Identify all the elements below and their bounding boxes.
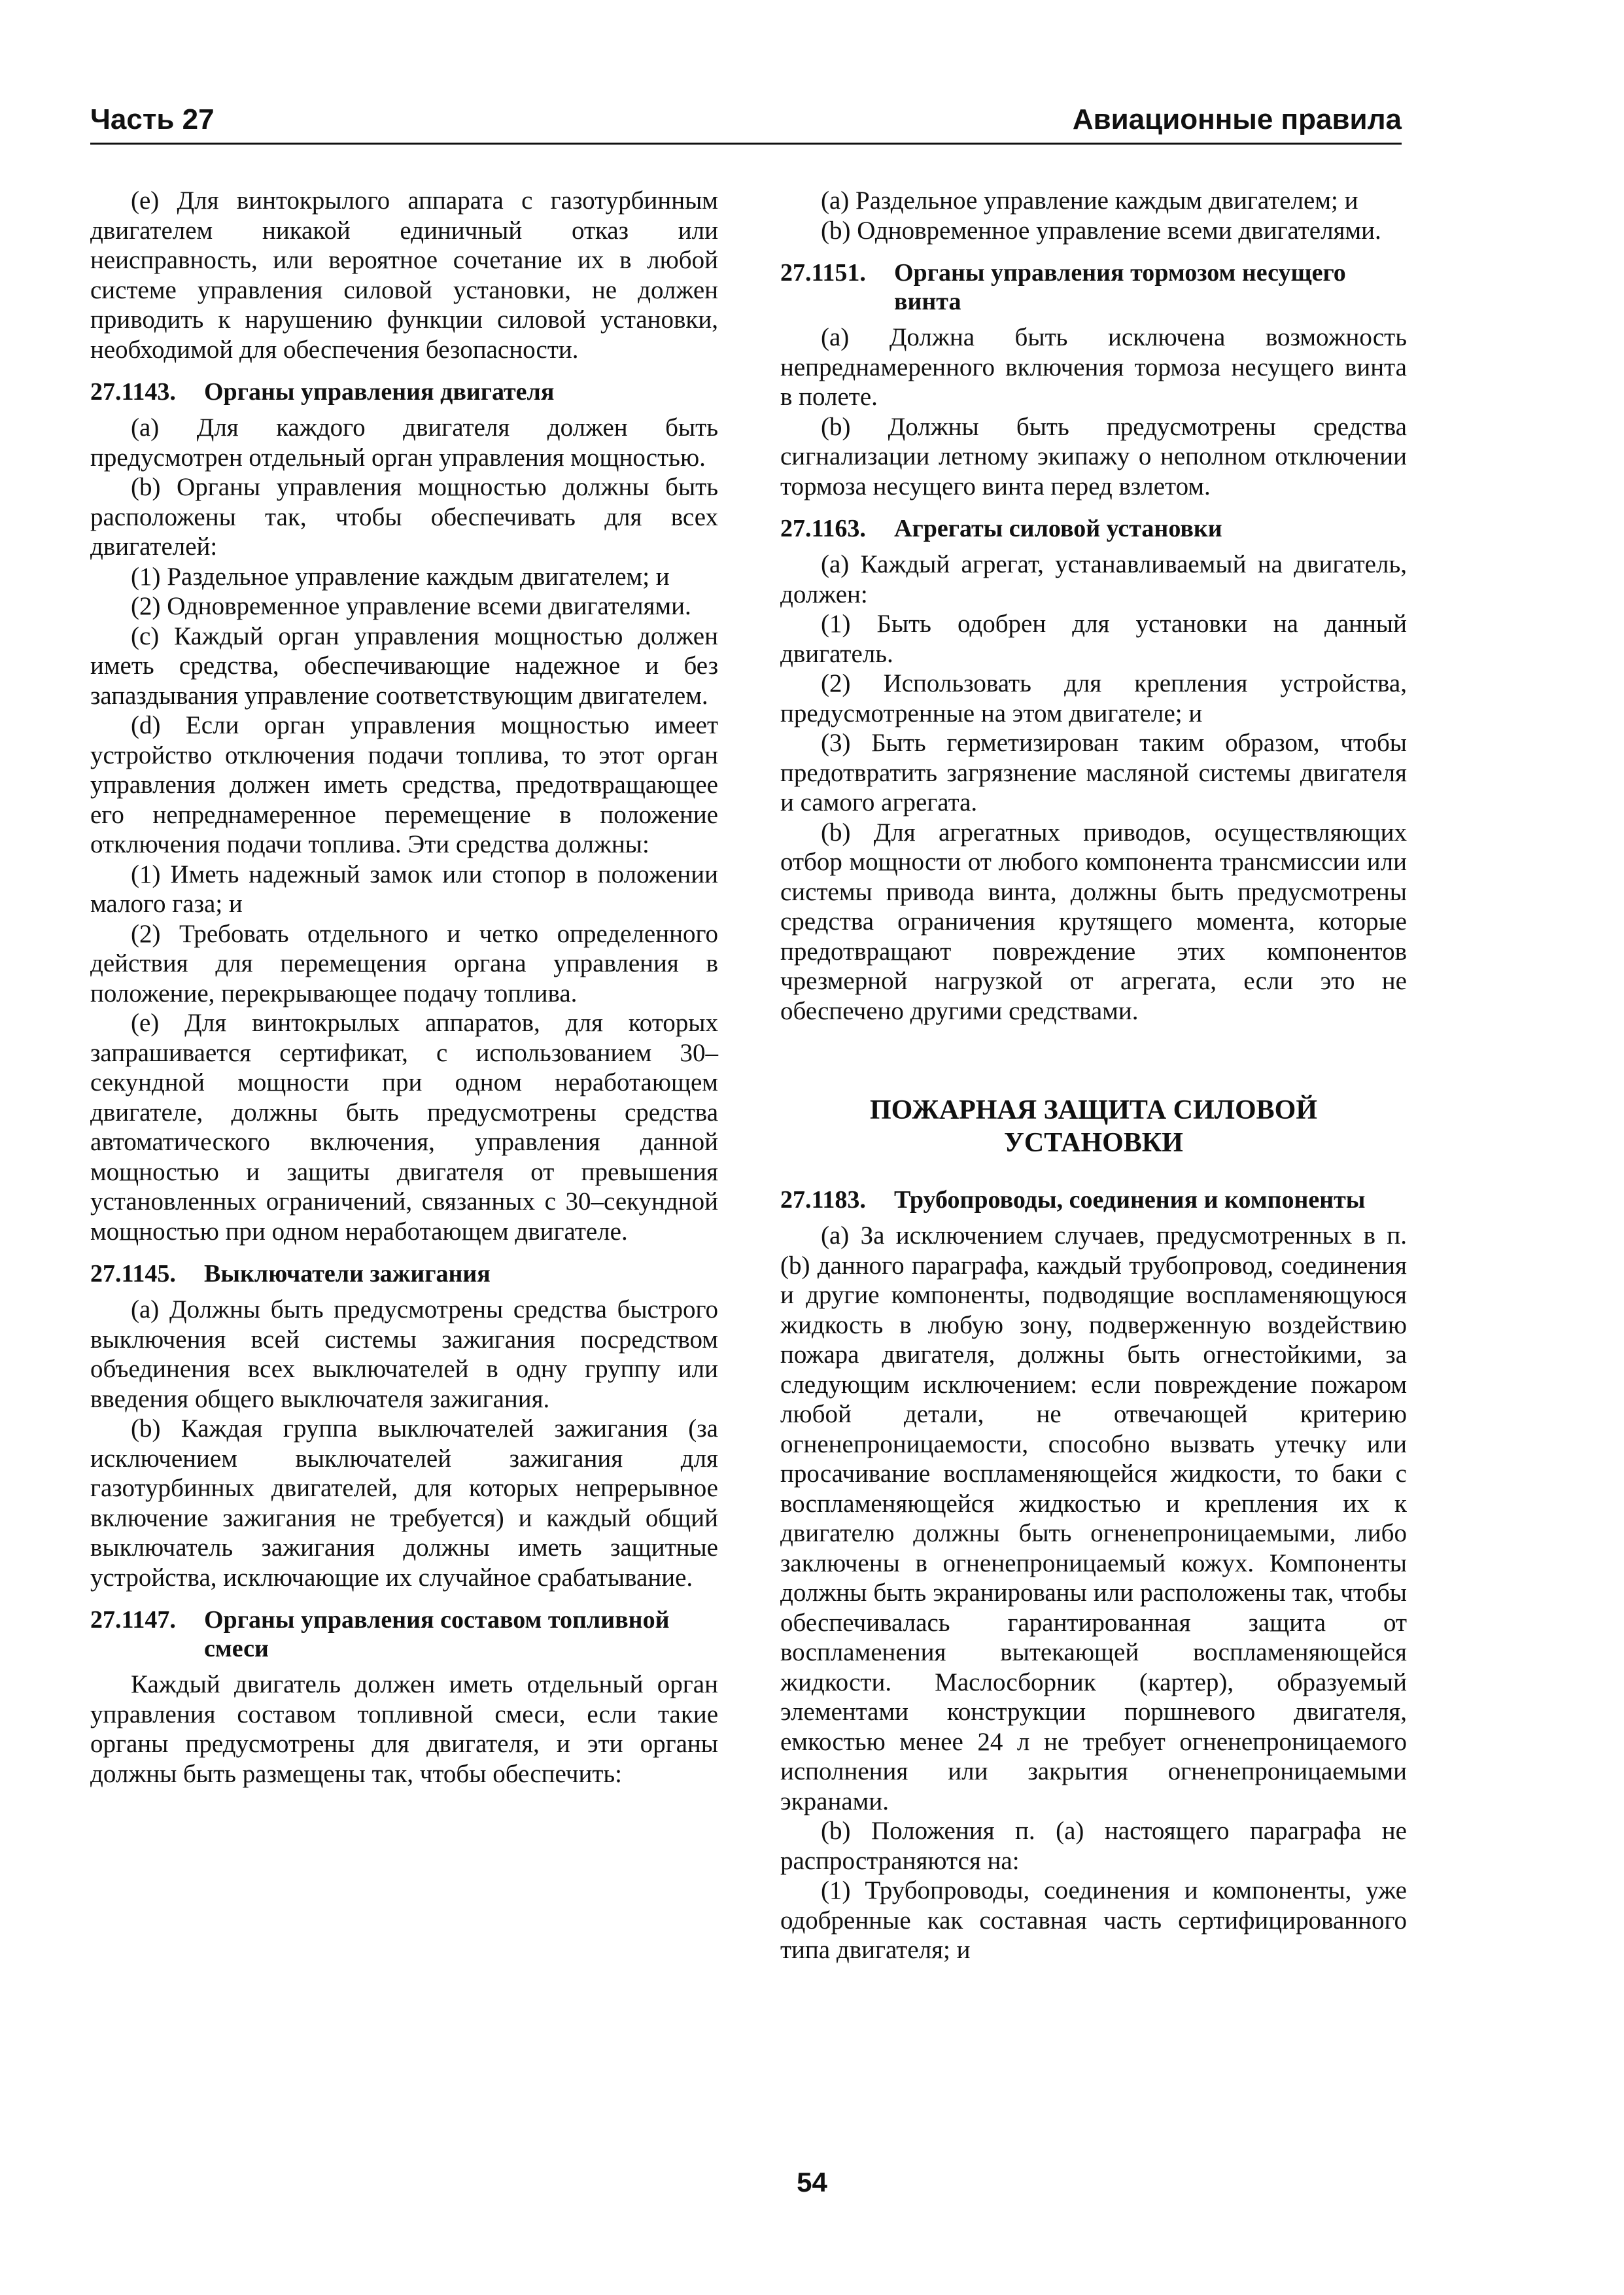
paragraph: (a) Каждый агрегат, устанавливаемый на двигатель, должен: bbox=[780, 550, 1407, 608]
paragraph: (3) Быть герметизирован таким образом, чтобы предотвратить загрязнение масляной системы двигателя и самого агрегата. bbox=[780, 729, 1407, 816]
section-title: Органы управления составом топливной смеси bbox=[204, 1606, 670, 1662]
section-number: 27.1183. bbox=[780, 1186, 866, 1214]
paragraph: (a) Раздельное управление каждым двигателем; и bbox=[821, 186, 1358, 215]
paragraph: (a) Должны быть предусмотрены средства быстрого выключения всей системы зажигания посредством объединения всех выключателей в одну группу или введения общего выключателя зажигания. bbox=[90, 1295, 718, 1413]
section-title: Агрегаты силовой установки bbox=[894, 515, 1222, 542]
section-number: 27.1145. bbox=[90, 1260, 176, 1288]
paragraph: (2) Одновременное управление всеми двигателями. bbox=[131, 592, 691, 620]
header-rule bbox=[90, 143, 1402, 145]
section-number: 27.1151. bbox=[780, 259, 866, 287]
paragraph: (е) Для винтокрылых аппаратов, для которых запрашивается сертификат, с использованием 30–секундной мощности при одном неработающем двигателе, должны быть предусмотрены средства автоматического включения, управления данной мощностью и защиты двигателя от превышения установленных ограничений, связанных с 30–секундной мощностью при одном неработающем двигателе. bbox=[90, 1009, 718, 1246]
section-title: Трубопроводы, соединения и компоненты bbox=[894, 1186, 1366, 1214]
paragraph: (b) Должны быть предусмотрены средства сигнализации летному экипажу о неполном отключении тормоза несущего винта перед взлетом. bbox=[780, 412, 1407, 500]
section-title: Выключатели зажигания bbox=[204, 1260, 491, 1288]
paragraph: (a) Должна быть исключена возможность непреднамеренного включения тормоза несущего винта в полете. bbox=[780, 323, 1407, 411]
chapter-title: ПОЖАРНАЯ ЗАЩИТА СИЛОВОЙ УСТАНОВКИ bbox=[870, 1095, 1317, 1158]
paragraph: (b) Для агрегатных приводов, осуществляющих отбор мощности от любого компонента трансмиссии или системы привода винта, должны быть предусмотрены средства ограничения крутящего момента, которые предотвращают повреждение этих компонентов чрезмерной нагрузкой от агрегата, если это не обеспечено другими средствами. bbox=[780, 818, 1407, 1025]
paragraph: (1) Иметь надежный замок или стопор в положении малого газа; и bbox=[90, 860, 718, 918]
paragraph: (b) Каждая группа выключателей зажигания (за исключением выключателей зажигания для газотурбинных двигателей, для которых непрерывное включение зажигания не требуется) и каждый общий выключатель зажигания должны иметь защитные устройства, исключающие их случайное срабатывание. bbox=[90, 1414, 718, 1592]
section-number: 27.1163. bbox=[780, 515, 866, 542]
section-number: 27.1147. bbox=[90, 1606, 176, 1634]
section-heading-27-1145 bbox=[90, 1259, 718, 1288]
page-number: 54 bbox=[797, 2167, 827, 2198]
paragraph: (b) Органы управления мощностью должны быть расположены так, чтобы обеспечивать для всех двигателей: bbox=[90, 473, 718, 561]
section-heading-27-1147 bbox=[90, 1605, 718, 1663]
paragraph: (1) Быть одобрен для установки на данный двигатель. bbox=[780, 610, 1407, 668]
paragraph: (c) Каждый орган управления мощностью должен иметь средства, обеспечивающие надежное и без запаздывания управление соответствующим двигателем. bbox=[90, 622, 718, 710]
right-column bbox=[780, 186, 1407, 1965]
paragraph: (a) Для каждого двигателя должен быть предусмотрен отдельный орган управления мощностью. bbox=[90, 413, 718, 472]
paragraph: Каждый двигатель должен иметь отдельный орган управления составом топливной смеси, если такие органы предусмотрены для двигателя, и эти органы должны быть размещены так, чтобы обеспечить: bbox=[90, 1670, 718, 1788]
paragraph: (2) Использовать для крепления устройства, предусмотренные на этом двигателе; и bbox=[780, 669, 1407, 727]
section-heading-27-1151 bbox=[780, 258, 1407, 316]
paragraph: (a) За исключением случаев, предусмотренных в п. (b) данного параграфа, каждый трубопровод, соединения и другие компоненты, подводящие воспламеняющуюся жидкость в любую зону, подверженную воздействию пожара двигателя, должны быть огнестойкими, за следующим исключением: если повреждение пожаром любой детали, не отвечающей критерию огненепроницаемости, способно вызвать утечку или просачивание воспламеняющейся жидкости, то баки с воспламеняющейся жидкостью и крепления их к двигателю должны быть огненепроницаемыми, либо заключены в огненепроницаемый кожух. Компоненты должны быть экранированы или расположены так, чтобы обеспечивалась гарантированная защита от воспламенения вытекающей воспламеняющейся жидкости. Маслосборник (картер), образуемый элементами конструкции поршневого двигателя, емкостью менее 24 л не требует огненепроницаемого исполнения или закрытия огненепроницаемыми экранами. bbox=[780, 1221, 1407, 1815]
paragraph: (d) Если орган управления мощностью имеет устройство отключения подачи топлива, то этот орган управления должен иметь средства, предотвращающее его непреднамеренное перемещение в положение отключения подачи топлива. Эти средства должны: bbox=[90, 711, 718, 858]
section-heading-27-1143 bbox=[90, 377, 718, 406]
section-title: Органы управления тормозом несущего винта bbox=[894, 259, 1346, 315]
section-title: Органы управления двигателя bbox=[204, 378, 555, 406]
left-column bbox=[90, 186, 718, 1789]
running-header-part: Часть 27 bbox=[90, 103, 215, 135]
section-heading-27-1163 bbox=[780, 514, 1407, 543]
running-header-title: Авиационные правила bbox=[1072, 103, 1402, 135]
paragraph: (2) Требовать отдельного и четко определенного действия для перемещения органа управления в положение, перекрывающее подачу топлива. bbox=[90, 919, 718, 1007]
section-heading-27-1183 bbox=[780, 1185, 1407, 1214]
paragraph: (b) Положения п. (a) настоящего параграфа не распространяются на: bbox=[780, 1817, 1407, 1875]
section-number: 27.1143. bbox=[90, 378, 176, 406]
paragraph: (b) Одновременное управление всеми двигателями. bbox=[821, 216, 1381, 245]
paragraph: (е) Для винтокрылого аппарата с газотурбинным двигателем никакой единичный отказ или неисправность, или вероятное сочетание их в любой системе управления силовой установки, не должен приводить к нарушению функции силовой установки, необходимой для обеспечения безопасности. bbox=[90, 186, 718, 364]
paragraph: (1) Трубопроводы, соединения и компоненты, уже одобренные как составная часть сертифицированного типа двигателя; и bbox=[780, 1876, 1407, 1964]
paragraph: (1) Раздельное управление каждым двигателем; и bbox=[131, 562, 670, 591]
